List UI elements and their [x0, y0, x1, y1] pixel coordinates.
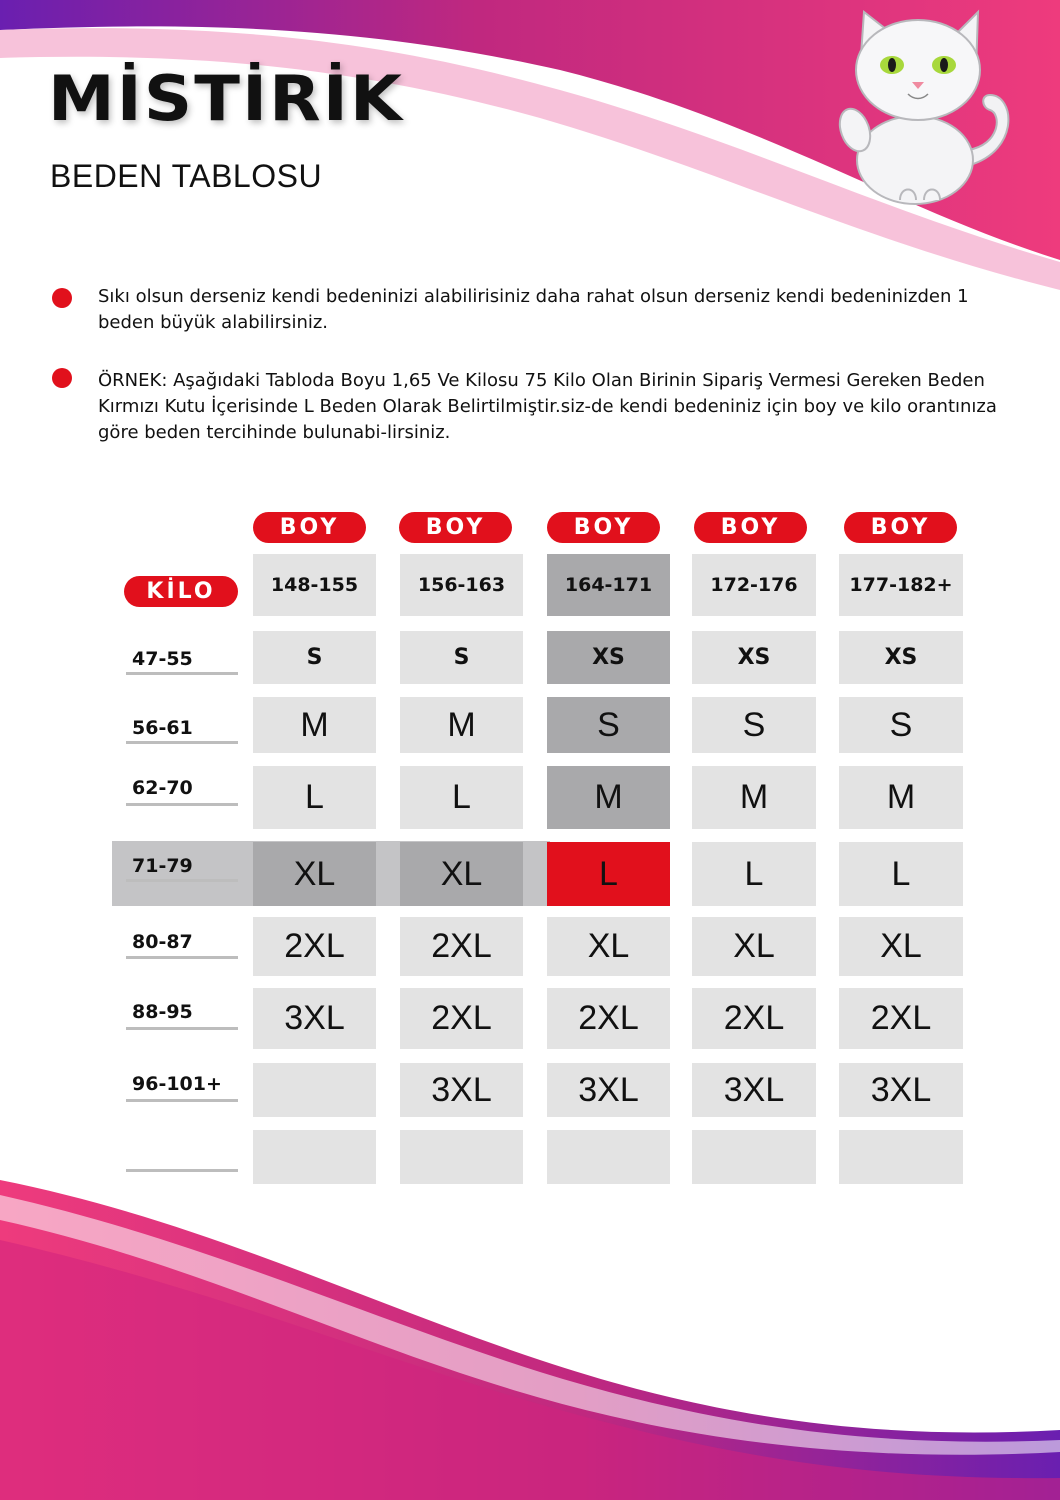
weight-label: 71-79 — [132, 855, 193, 877]
size-cell: S — [400, 631, 523, 684]
size-cell-recommended: L — [547, 842, 670, 906]
size-cell: 3XL — [400, 1063, 523, 1117]
size-cell: M — [839, 766, 963, 829]
height-header: 148-155 — [253, 554, 376, 616]
size-cell: 3XL — [253, 988, 376, 1049]
weight-divider — [126, 1169, 238, 1172]
weight-divider — [126, 1099, 238, 1102]
note-1: Sıkı olsun derseniz kendi bedeninizi alabilirisiniz daha rahat olsun derseniz kendi bedeninizden 1 beden büyük alabilirsiniz. — [98, 286, 969, 333]
weight-divider — [126, 803, 238, 806]
size-cell: S — [547, 697, 670, 753]
weight-label: 62-70 — [132, 777, 193, 799]
height-header: 172-176 — [692, 554, 816, 616]
size-cell: XS — [839, 631, 963, 684]
size-cell: XL — [253, 842, 376, 906]
height-header: 177-182+ — [839, 554, 963, 616]
brand-logo: MİSTİRİK — [48, 62, 405, 135]
weight-divider — [126, 879, 238, 882]
size-cell: L — [839, 842, 963, 906]
size-cell: M — [547, 766, 670, 829]
weight-divider — [126, 1027, 238, 1030]
size-cell: 2XL — [400, 917, 523, 976]
size-cell: M — [400, 697, 523, 753]
cat-mascot-icon — [820, 0, 1020, 210]
size-cell — [400, 1130, 523, 1184]
weight-label: 47-55 — [132, 648, 193, 670]
size-cell: L — [692, 842, 816, 906]
size-cell: 3XL — [547, 1063, 670, 1117]
size-cell: XL — [692, 917, 816, 976]
bullet-dot — [52, 368, 72, 388]
size-cell: 2XL — [692, 988, 816, 1049]
size-cell: S — [692, 697, 816, 753]
boy-badge: BOY — [547, 512, 660, 543]
note-2: ÖRNEK: Aşağıdaki Tabloda Boyu 1,65 Ve Kilosu 75 Kilo Olan Birinin Sipariş Vermesi Gereken Beden Kırmızı Kutu İçerisinde L Beden Olarak Belirtilmiştir.siz-de kendi bedeniniz için boy ve kilo orantınıza göre beden tercihinde bulunabi-lirsiniz. — [98, 370, 997, 443]
boy-badge: BOY — [844, 512, 957, 543]
size-cell: XL — [839, 917, 963, 976]
size-cell — [253, 1063, 376, 1117]
weight-divider — [126, 672, 238, 675]
size-cell: 2XL — [839, 988, 963, 1049]
size-cell: L — [400, 766, 523, 829]
weight-divider — [126, 741, 238, 744]
size-cell: M — [253, 697, 376, 753]
size-cell: 2XL — [547, 988, 670, 1049]
boy-badge: BOY — [399, 512, 512, 543]
size-cell: S — [253, 631, 376, 684]
size-cell — [253, 1130, 376, 1184]
weight-label: 96-101+ — [132, 1073, 222, 1095]
weight-label: 80-87 — [132, 931, 193, 953]
weight-label: 88-95 — [132, 1001, 193, 1023]
size-cell — [839, 1130, 963, 1184]
size-cell — [692, 1130, 816, 1184]
size-cell: XS — [692, 631, 816, 684]
size-cell: XL — [547, 917, 670, 976]
size-cell: L — [253, 766, 376, 829]
height-header-highlight: 164-171 — [547, 554, 670, 616]
bullet-dot — [52, 288, 72, 308]
size-cell: 3XL — [692, 1063, 816, 1117]
size-cell: 3XL — [839, 1063, 963, 1117]
size-cell: M — [692, 766, 816, 829]
kilo-badge: KİLO — [124, 576, 238, 607]
page-subtitle: BEDEN TABLOSU — [50, 158, 323, 194]
size-cell: S — [839, 697, 963, 753]
size-cell: 2XL — [253, 917, 376, 976]
size-cell: XL — [400, 842, 523, 906]
size-cell — [547, 1130, 670, 1184]
height-header: 156-163 — [400, 554, 523, 616]
size-cell: 2XL — [400, 988, 523, 1049]
weight-label: 56-61 — [132, 717, 193, 739]
weight-divider — [126, 956, 238, 959]
size-cell: XS — [547, 631, 670, 684]
boy-badge: BOY — [253, 512, 366, 543]
boy-badge: BOY — [694, 512, 807, 543]
